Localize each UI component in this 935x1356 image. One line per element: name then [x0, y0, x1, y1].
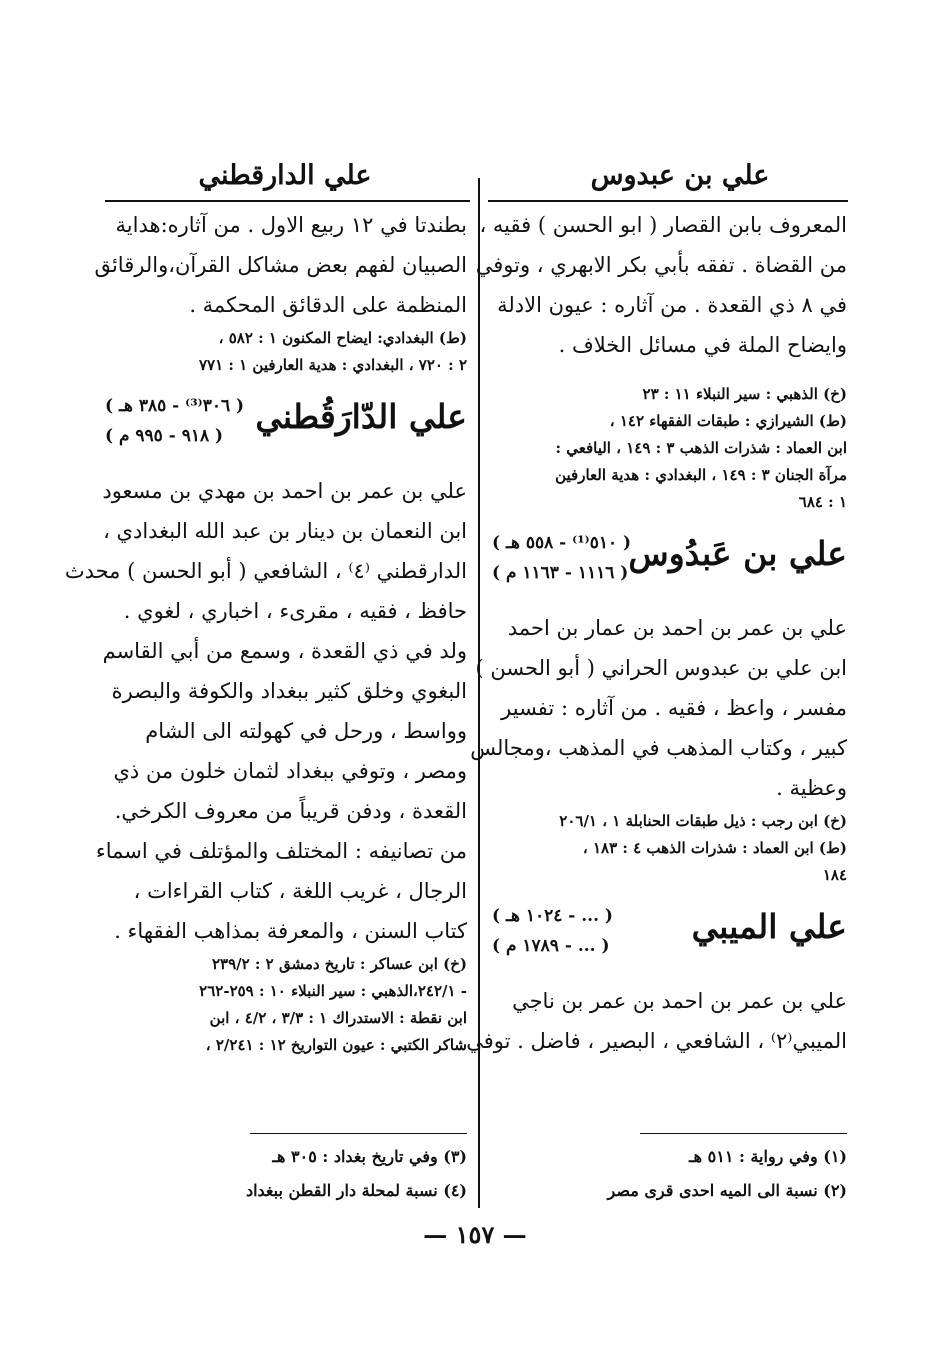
- body-line: الرجال ، غريب اللغة ، كتاب القراءات ،: [133, 879, 467, 903]
- entry-name: علي الدّارَقُطني: [255, 397, 467, 436]
- footnotes-right: [492, 1140, 847, 1208]
- entry-name: علي بن عَبدُوس: [628, 534, 847, 573]
- body-line: ابن النعمان بن دينار بن عبد الله البغدادي ،: [103, 519, 467, 543]
- body-line: بطندتا في ١٢ ربيع الاول . من آثاره:هداية: [115, 213, 467, 237]
- reference-line: شاكر الكتبي : عيون التواريخ ١٢ : ٢/٢٤١ ،: [205, 1036, 467, 1054]
- entry-dates: [492, 528, 631, 588]
- running-header-right: علي بن عبدوس: [590, 160, 770, 191]
- footnote: (٢) نسبة الى الميه احدى قرى مصر: [607, 1181, 847, 1200]
- reference-line: (خ) ابن عساكر : تاريخ دمشق ٢ : ٢٣٩/٢: [211, 955, 467, 973]
- footnote-rule-right: [640, 1133, 847, 1134]
- header-rule-left: [105, 200, 470, 202]
- body-line: من تصانيفه : المختلف والمؤتلف في اسماء: [95, 839, 467, 863]
- running-header-left: علي الدارقطني: [198, 160, 372, 191]
- header-rule-right: [488, 200, 848, 202]
- body-line: الصبيان لفهم بعض مشاكل القرآن،والرقائق: [94, 253, 467, 277]
- page-number: — ١٥٧ —: [423, 1220, 527, 1249]
- body-line: علي بن عمر بن احمد بن مهدي بن مسعود: [102, 479, 467, 503]
- footnote: (٤) نسبة لمحلة دار القطن ببغداد: [245, 1181, 467, 1200]
- entry-dates: [492, 901, 613, 961]
- entry-heading-daraqutni: [105, 385, 467, 467]
- body-line: علي بن عمر بن احمد بن عمر بن ناجي: [512, 989, 847, 1013]
- body-line: المعروف بابن القصار ( ابو الحسن ) فقيه ،: [479, 213, 847, 237]
- reference-line: (ط) ابن العماد : شذرات الذهب ٤ : ١٨٣ ،: [582, 839, 847, 857]
- entry-heading-ibn-abdus: [492, 522, 847, 604]
- footnote-rule-left: [250, 1133, 467, 1134]
- reference-line: مرآة الجنان ٣ : ١٤٩ ، البغدادي : هدية العارفين: [555, 466, 847, 484]
- hijri-dates: ( ٣٠٦⁽³⁾ - ٣٨٥ هـ ): [105, 396, 245, 416]
- body-line: وايضاح الملة في مسائل الخلاف .: [558, 333, 847, 357]
- footnote: (١) وفي رواية : ٥١١ هـ: [688, 1147, 847, 1166]
- body-line: كبير ، وكتاب المذهب في المذهب ،ومجالس: [470, 736, 847, 760]
- hijri-dates: ( ... - ١٠٢٤ هـ ): [492, 906, 613, 926]
- body-line: وواسط ، ورحل في كهولته الى الشام: [145, 719, 467, 743]
- right-column: [466, 205, 847, 1061]
- entry-name: علي الميبي: [691, 907, 847, 946]
- reference-line: (خ) ابن رجب : ذيل طبقات الحنابلة ١ ، ٢٠٦/١: [559, 812, 847, 830]
- body-line: البغوي وخلق كثير ببغداد والكوفة والبصرة: [111, 679, 467, 703]
- body-line: من القضاة . تفقه بأبي بكر الابهري ، وتوفي: [475, 253, 847, 277]
- body-line: علي بن عمر بن احمد بن عمار بن احمد: [507, 616, 847, 640]
- reference-line: ٢ : ٧٢٠ ، البغدادي : هدية العارفين ١ : ٧٧١: [198, 356, 467, 374]
- reference-line: (خ) الذهبي : سير النبلاء ١١ : ٢٣: [642, 385, 847, 403]
- reference-line: - ٢٤٢/١،الذهبي : سير النبلاء ١٠ : ٢٥٩-٢٦٢: [199, 982, 467, 1000]
- body-line: وعظية .: [776, 776, 847, 800]
- body-line: ابن علي بن عبدوس الحراني ( أبو الحسن ): [475, 656, 847, 680]
- reference-line: (ط) البغدادي: ايضاح المكنون ١ : ٥٨٢ ،: [218, 329, 467, 347]
- body-line: كتاب السنن ، والمعرفة بمذاهب الفقهاء .: [114, 919, 467, 943]
- body-line: حافظ ، فقيه ، مقرىء ، اخباري ، لغوي .: [123, 599, 467, 623]
- hijri-dates: ( ٥١٠⁽¹⁾ - ٥٥٨ هـ ): [492, 533, 632, 553]
- entry-dates: [105, 391, 244, 451]
- reference-line: ابن العماد : شذرات الذهب ٣ : ١٤٩ ، اليافعي :: [555, 439, 847, 457]
- entry-heading-al-mibi: [492, 895, 847, 977]
- footnotes-left: [105, 1140, 467, 1208]
- body-line: ولد في ذي القعدة ، وسمع من أبي القاسم: [102, 639, 467, 663]
- reference-line: ١٨٤: [822, 866, 847, 884]
- reference-line: ١ : ٦٨٤: [798, 493, 847, 511]
- body-line: مفسر ، واعظ ، فقيه . من آثاره : تفسير: [501, 696, 847, 720]
- footnote: (٣) وفي تاريخ بغداد : ٣٠٥ هـ: [272, 1147, 467, 1166]
- body-line: الدارقطني ⁽٤⁾ ، الشافعي ( أبو الحسن ) محدث: [64, 559, 467, 583]
- gregorian-dates: ( ٩١٨ - ٩٩٥ م ): [105, 426, 224, 446]
- body-line: في ٨ ذي القعدة . من آثاره : عيون الادلة: [497, 293, 847, 317]
- body-line: القعدة ، ودفن قريباً من معروف الكرخي.: [114, 799, 467, 823]
- reference-line: ابن نقطة : الاستدراك ١ : ٣/٣ ، ٤/٢ ، ابن: [209, 1009, 467, 1027]
- body-line: الميبي⁽٢⁾ ، الشافعي ، البصير ، فاضل . توفي: [466, 1029, 847, 1053]
- body-line: المنظمة على الدقائق المحكمة .: [189, 293, 467, 317]
- body-line: ومصر ، وتوفي ببغداد لثمان خلون من ذي: [113, 759, 467, 783]
- left-column: [64, 205, 467, 1059]
- gregorian-dates: ( ١١١٦ - ١١٦٣ م ): [492, 563, 629, 583]
- reference-line: (ط) الشيرازي : طبقات الفقهاء ١٤٢ ،: [609, 412, 847, 430]
- gregorian-dates: ( ... - ١٧٨٩ م ): [492, 936, 610, 956]
